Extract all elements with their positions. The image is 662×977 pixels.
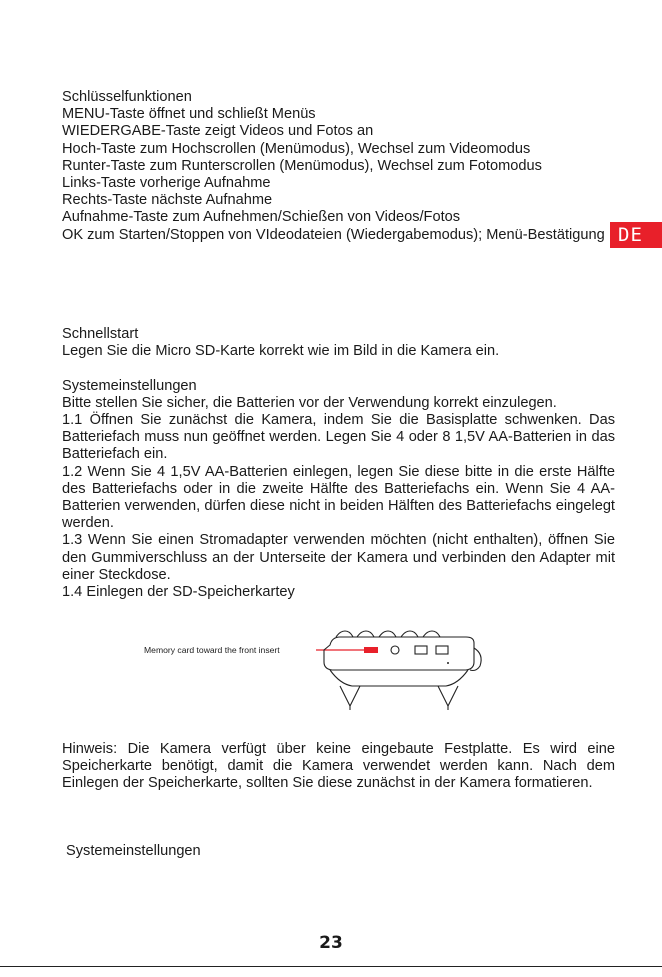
section-title: Systemeinstellungen bbox=[62, 377, 197, 394]
memory-card bbox=[364, 647, 378, 653]
list-item: Rechts-Taste nächste Aufnahme bbox=[62, 192, 273, 209]
list-item: Runter-Taste zum Runterscrollen (Menümodus), Wechsel zum Fotomodus bbox=[62, 157, 542, 174]
language-tab: DE bbox=[610, 222, 662, 248]
page-number: 23 bbox=[319, 933, 343, 953]
note-section bbox=[62, 741, 615, 793]
quickstart-and-settings-section bbox=[62, 326, 615, 601]
step-paragraph: 1.2 Wenn Sie 4 1,5V AA-Batterien einlegen, legen Sie diese bitte in die erste Hälfte des Batteriefachs oder in die zweite Hälfte des Batteriefachs ein. Wenn Sie 4 AA-Batterien verwenden, dürfen diese nicht in beiden Hälften des Batteriefachs eingelegt werden. bbox=[62, 463, 615, 532]
list-item: OK zum Starten/Stoppen von VIdeodateien (Wiedergabemodus); Menü-Bestätigung bbox=[62, 226, 605, 243]
section-title: Schlüsselfunktionen bbox=[62, 89, 192, 105]
key-functions-section bbox=[62, 89, 615, 244]
step-paragraph: 1.1 Öffnen Sie zunächst die Kamera, indem Sie die Basisplatte schwenken. Das Batteriefach muss nun geöffnet werden. Legen Sie 4 oder 8 1,5V AA-Batterien in das Batteriefach ein. bbox=[62, 412, 615, 463]
figure-caption: Memory card toward the front insert bbox=[144, 645, 280, 655]
paragraph: Legen Sie die Micro SD-Karte korrekt wie im Bild in die Kamera ein. bbox=[62, 343, 500, 360]
list-item: WIEDERGABE-Taste zeigt Videos und Fotos an bbox=[62, 123, 374, 140]
bottom-divider bbox=[0, 966, 662, 967]
section-title: Schnellstart bbox=[62, 326, 139, 342]
step-paragraph: 1.3 Wenn Sie einen Stromadapter verwenden möchten (nicht enthalten), öffnen Sie den Gummiverschluss an der Unterseite der Kamera und verbinden den Adapter mit einer Steckdose. bbox=[62, 532, 615, 583]
sd-card-figure bbox=[140, 628, 500, 720]
list-item: MENU-Taste öffnet und schließt Menüs bbox=[62, 106, 316, 123]
note-paragraph: Hinweis: Die Kamera verfügt über keine eingebaute Festplatte. Es wird eine Speicherkarte benötigt, damit die Kamera verwendet werden kann. Nach dem Einlegen der Speicherkarte, sollten Sie diese zunächst in der Kamera formatieren. bbox=[62, 741, 615, 792]
indicator-dot bbox=[447, 662, 449, 664]
list-item: Links-Taste vorherige Aufnahme bbox=[62, 175, 271, 192]
next-section-heading: Systemeinstellungen bbox=[66, 843, 201, 859]
paragraph: Bitte stellen Sie sicher, die Batterien vor der Verwendung korrekt einzulegen. bbox=[62, 394, 557, 411]
spacer bbox=[62, 360, 615, 377]
camera-body bbox=[324, 631, 481, 710]
list-item: Aufnahme-Taste zum Aufnehmen/Schießen von Videos/Fotos bbox=[62, 209, 461, 226]
camera-illustration bbox=[140, 628, 500, 720]
step-paragraph: 1.4 Einlegen der SD-Speicherkartey bbox=[62, 584, 295, 601]
list-item: Hoch-Taste zum Hochscrollen (Menümodus), Wechsel zum Videomodus bbox=[62, 140, 531, 157]
